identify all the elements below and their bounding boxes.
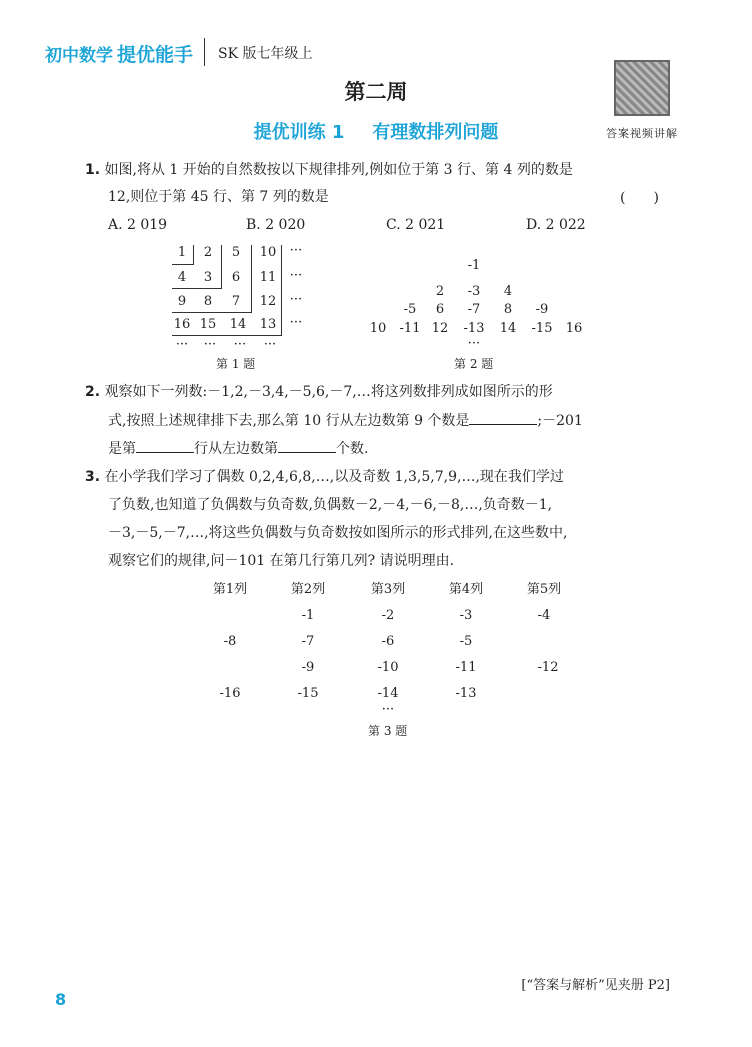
edition-label: SK 版七年级上 <box>218 46 313 62</box>
answer-reference-note: [“答案与解析”见夹册 P2] <box>521 978 670 993</box>
table-cell: -12 <box>537 660 559 675</box>
table-cell: -9 <box>301 660 315 675</box>
triangle-ellipsis: ··· <box>467 336 481 351</box>
grid-line <box>172 312 252 313</box>
grid-cell: ··· <box>289 315 303 330</box>
grid-cell: 2 <box>203 245 213 260</box>
triangle-number: 10 <box>369 321 387 336</box>
grid-cell: ··· <box>263 337 277 352</box>
q1-option-a: A. 2 019 <box>108 217 168 233</box>
table-cell: -4 <box>537 608 551 623</box>
q2-text-3b: 行从左边数第 <box>194 441 278 457</box>
brand-part-1: 初中数学 <box>45 46 113 66</box>
grid-cell: 7 <box>231 294 241 309</box>
answer-blank[interactable] <box>469 410 537 425</box>
table-cell: -2 <box>381 608 395 623</box>
figure-3-table <box>200 578 580 718</box>
triangle-number: 14 <box>499 321 517 336</box>
q1-line-1 <box>85 160 573 180</box>
q2-text-1: 观察如下一列数:－1,2,－3,4,－5,6,－7,…将这列数排列成如图所示的形 <box>104 384 553 400</box>
q1-option-c: C. 2 021 <box>386 217 446 233</box>
column-header: 第1列 <box>212 582 248 597</box>
grid-cell: ··· <box>175 337 189 352</box>
triangle-number: -11 <box>399 321 421 336</box>
triangle-number: -13 <box>463 321 485 336</box>
grid-cell: 13 <box>259 317 277 332</box>
q3-text-1: 在小学我们学习了偶数 0,2,4,6,8,…,以及奇数 1,3,5,7,9,…,现在我们学过 <box>104 469 564 485</box>
triangle-number: -1 <box>467 258 481 273</box>
q2-text-2b: ;－201 <box>537 413 583 429</box>
triangle-number: 2 <box>435 284 445 299</box>
q1-option-d: D. 2 022 <box>526 217 586 233</box>
grid-line <box>221 245 222 289</box>
grid-cell: ··· <box>289 292 303 307</box>
grid-cell: 5 <box>231 245 241 260</box>
table-cell: -13 <box>455 686 477 701</box>
table-cell: -15 <box>297 686 319 701</box>
grid-cell: 1 <box>177 245 187 260</box>
section-label: 提优训练 1 <box>253 122 345 143</box>
grid-cell: ··· <box>289 243 303 258</box>
q2-number: 2. <box>85 384 101 400</box>
grid-cell: 8 <box>203 294 213 309</box>
section-topic: 有理数排列问题 <box>372 122 499 143</box>
grid-cell: 4 <box>177 270 187 285</box>
table-cell: -5 <box>459 634 473 649</box>
grid-line <box>193 245 194 265</box>
figure-1-grid <box>168 243 318 353</box>
grid-cell: ··· <box>289 268 303 283</box>
table-cell: -11 <box>455 660 477 675</box>
answer-blank[interactable] <box>278 438 336 453</box>
q1-option-b: B. 2 020 <box>246 217 306 233</box>
figure-1-caption: 第 1 题 <box>216 357 256 371</box>
table-cell: -14 <box>377 686 399 701</box>
section-title <box>0 118 752 144</box>
grid-line <box>172 264 194 265</box>
q1-line-2: 12,则位于第 45 行、第 7 列的数是 <box>108 189 329 205</box>
figure-2-caption: 第 2 题 <box>454 357 494 371</box>
grid-cell: 12 <box>259 294 277 309</box>
triangle-number: -3 <box>467 284 481 299</box>
grid-line <box>281 245 282 336</box>
q2-text-3a: 是第 <box>108 441 136 457</box>
q3-number: 3. <box>85 469 101 485</box>
q3-line-2: 了负数,也知道了负偶数与负奇数,负偶数－2,－4,－6,－8,…,负奇数－1, <box>108 497 553 513</box>
grid-line <box>172 288 222 289</box>
q2-line-3 <box>108 438 368 459</box>
grid-cell: 9 <box>177 294 187 309</box>
grid-line <box>251 245 252 313</box>
table-cell: -3 <box>459 608 473 623</box>
grid-cell: 6 <box>231 270 241 285</box>
q2-line-2 <box>108 410 583 431</box>
grid-cell: 14 <box>229 317 247 332</box>
grid-cell: ··· <box>203 337 217 352</box>
grid-cell: ··· <box>233 337 247 352</box>
triangle-number: 8 <box>503 302 513 317</box>
column-header: 第3列 <box>370 582 406 597</box>
q2-text-3c: 个数. <box>336 441 369 457</box>
table-cell: -1 <box>301 608 315 623</box>
column-header: 第5列 <box>526 582 562 597</box>
table-cell: -10 <box>377 660 399 675</box>
grid-line <box>172 335 282 336</box>
triangle-number: 16 <box>565 321 583 336</box>
grid-cell: 10 <box>259 245 277 260</box>
header-divider <box>204 38 205 66</box>
triangle-number: -15 <box>531 321 553 336</box>
grid-cell: 15 <box>199 317 217 332</box>
figure-2-triangle <box>360 258 600 353</box>
qr-caption: 答案视频讲解 <box>606 127 678 140</box>
triangle-number: -9 <box>535 302 549 317</box>
q3-line-4: 观察它们的规律,问－101 在第几行第几列? 请说明理由. <box>108 553 455 569</box>
page-number: 8 <box>55 990 67 1009</box>
triangle-number: -7 <box>467 302 481 317</box>
table-cell: -7 <box>301 634 315 649</box>
grid-cell: 11 <box>259 270 277 285</box>
table-ellipsis: ··· <box>381 702 395 717</box>
q1-text-1: 如图,将从 1 开始的自然数按以下规律排列,例如位于第 3 行、第 4 列的数是 <box>104 162 573 178</box>
q1-answer-paren: ( ) <box>620 190 659 206</box>
table-cell: -8 <box>223 634 237 649</box>
figure-3-caption: 第 3 题 <box>368 724 408 738</box>
column-header: 第4列 <box>448 582 484 597</box>
grid-cell: 16 <box>173 317 191 332</box>
q2-text-2a: 式,按照上述规律排下去,那么第 10 行从左边数第 9 个数是 <box>108 413 470 429</box>
triangle-number: 6 <box>435 302 445 317</box>
week-title: 第二周 <box>344 79 408 104</box>
triangle-number: 12 <box>431 321 449 336</box>
brand-part-2: 提优能手 <box>117 44 194 66</box>
q3-line-3: －3,－5,－7,…,将这些负偶数与负奇数按如图所示的形式排列,在这些数中, <box>108 525 568 541</box>
grid-cell: 3 <box>203 270 213 285</box>
triangle-number: -5 <box>403 302 417 317</box>
column-header: 第2列 <box>290 582 326 597</box>
q2-line-1 <box>85 382 553 402</box>
triangle-number: 4 <box>503 284 513 299</box>
table-cell: -6 <box>381 634 395 649</box>
brand-title <box>45 40 193 67</box>
table-cell: -16 <box>219 686 241 701</box>
qr-code-icon[interactable] <box>614 60 670 116</box>
q1-number: 1. <box>85 162 101 178</box>
q3-line-1 <box>85 467 564 487</box>
answer-blank[interactable] <box>136 438 194 453</box>
